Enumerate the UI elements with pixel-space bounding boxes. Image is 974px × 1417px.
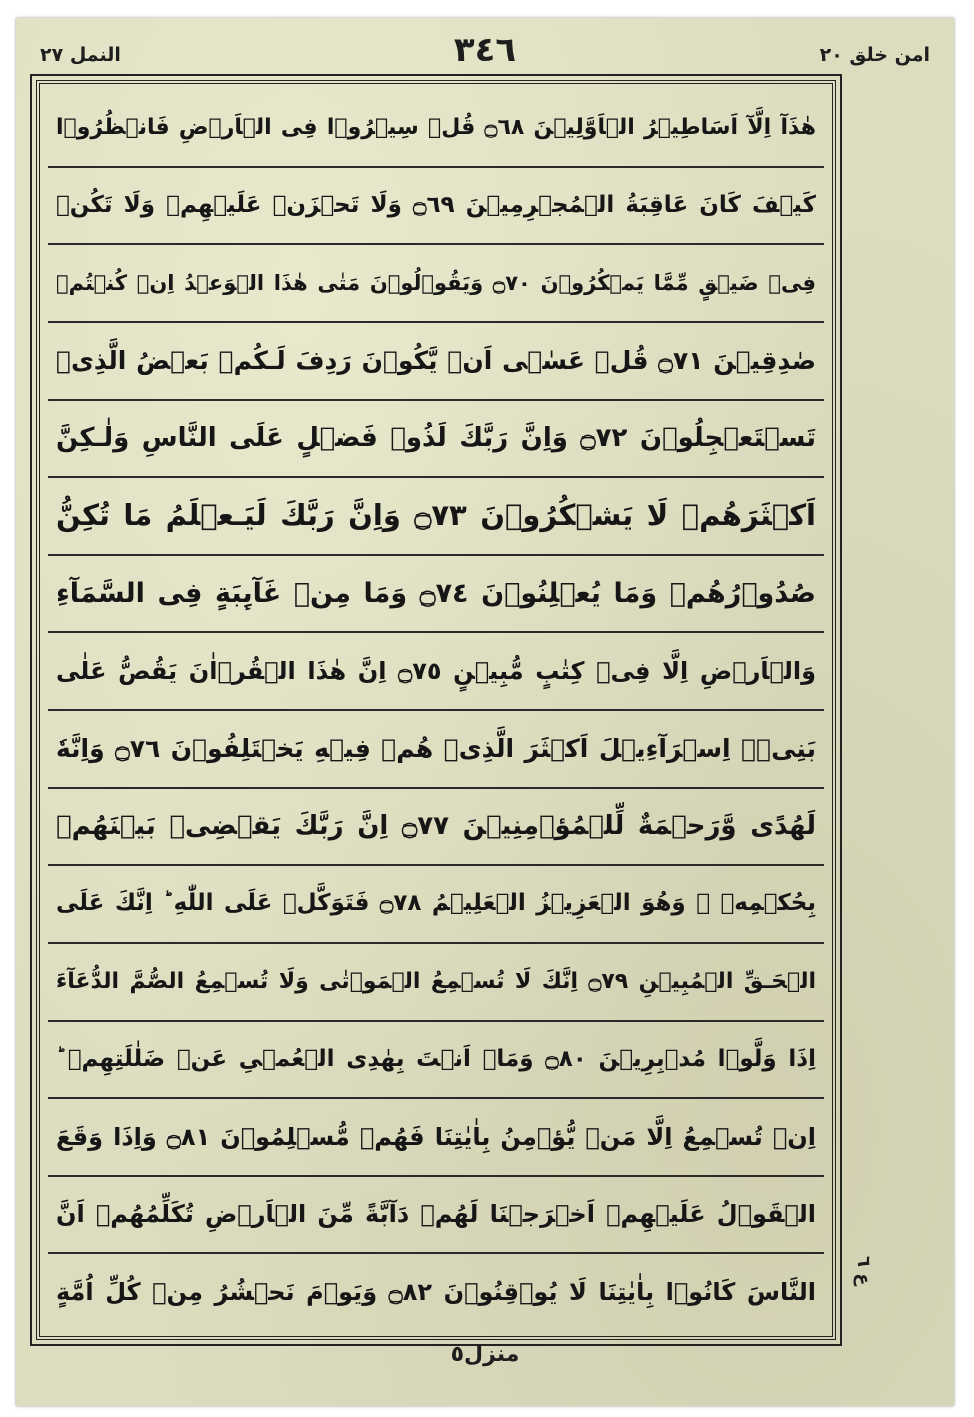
page-number: ٣٤٦	[453, 30, 517, 70]
quran-page	[16, 18, 954, 1406]
verse-text: بِحُكۡمِهٖ‌ ۚ وَهُوَ الۡعَزِيۡزُ الۡعَلِيۡمُ ۝٧٨ فَتَوَكَّلۡ عَلَى اللّٰهِ‌ ؕ اِنَّكَ عَلَى	[56, 890, 817, 917]
verse-text: كَيۡفَ كَانَ عَاقِبَةُ الۡمُجۡرِمِيۡنَ ۝٦٩ وَلَا تَحۡزَنۡ عَلَيۡهِمۡ وَلَا تَكُنۡ	[56, 191, 816, 218]
text-line	[48, 323, 824, 401]
verse-text: تَسۡتَعۡجِلُوۡنَ ۝٧٢ وَاِنَّ رَبَّكَ لَذُوۡ فَضۡلٍ عَلَى النَّاسِ وَلٰـكِنَّ	[56, 423, 816, 454]
text-frame	[36, 80, 836, 1340]
verse-text: هٰذَآ اِلَّآ اَسَاطِيۡرُ الۡاَوَّلِيۡنَ ۝٦٨ قُلۡ سِيۡرُوۡا فِى الۡاَرۡضِ فَانۡظُرُوۡا	[56, 114, 816, 140]
text-line	[48, 711, 824, 789]
verse-text: اِذَا وَلَّوۡا مُدۡبِرِيۡنَ ۝٨٠ وَمَاۤ اَنۡتَ بِهٰدِى الۡعُمۡىِ عَنۡ ضَلٰلَتِهِمۡ‌ ؕ	[56, 1045, 816, 1072]
surah-name: النمل ٢٧	[40, 44, 121, 66]
juz-name: امن خلق ٢٠	[819, 44, 930, 66]
page-header	[40, 26, 930, 76]
verse-text: اَكۡثَرَهُمۡ لَا يَشۡكُرُوۡنَ ۝٧٣ وَاِنَّ رَبَّكَ لَيَـعۡلَمُ مَا تُكِنُّ	[56, 497, 816, 532]
verse-text: الۡقَوۡلُ عَلَيۡهِمۡ اَخۡرَجۡنَا لَهُمۡ دَآبَّةً مِّنَ الۡاَرۡضِ تُكَلِّمُهُمۡ اَنَّ	[56, 1200, 816, 1229]
verse-text: صُدُوۡرُهُمۡ وَمَا يُعۡلِنُوۡنَ ۝٧٤ وَمَا مِنۡ غَآٮِٕبَةٍ فِى السَّمَآءِ	[56, 577, 816, 609]
verse-text: بَنِىۡۤ اِسۡرَآءِيۡلَ اَكۡثَرَ الَّذِىۡ هُمۡ فِيۡهِ يَخۡتَلِفُوۡنَ ۝٧٦ وَاِنَّهٗ	[56, 734, 816, 764]
manzil-footer: منزل٥	[450, 1342, 520, 1367]
text-line	[48, 1099, 824, 1177]
text-line	[48, 866, 824, 944]
verse-text: لَهُدًى وَّرَحۡمَةٌ لِّلۡمُؤۡمِنِيۡنَ ۝٧٧ اِنَّ رَبَّكَ يَقۡضِىۡ بَيۡنَهُمۡ	[56, 811, 817, 842]
ruku-marker: ع ٦	[853, 1256, 874, 1286]
verse-text: وَالۡاَرۡضِ اِلَّا فِىۡ كِتٰبٍ مُّبِيۡنٍ ۝٧٥ اِنَّ هٰذَا الۡقُرۡاٰنَ يَقُصُّ عَلٰى	[56, 656, 816, 685]
text-line	[48, 1177, 824, 1255]
text-line	[48, 944, 824, 1022]
verse-text: صٰدِقِيۡنَ ۝٧١ قُلۡ عَسٰۤى اَنۡ يَّكُوۡنَ رَدِفَ لَـكُمۡ بَعۡضُ الَّذِىۡ	[56, 345, 816, 375]
text-line	[48, 1022, 824, 1100]
text-line	[48, 478, 824, 556]
verse-text: فِىۡ ضَيۡقٍ مِّمَّا يَمۡكُرُوۡنَ ۝٧٠ وَيَقُوۡلُوۡنَ مَتٰى هٰذَا الۡوَعۡدُ اِنۡ كُنۡتُمۡ	[56, 270, 817, 295]
text-line	[48, 789, 824, 867]
text-line	[48, 1254, 824, 1330]
text-line	[48, 90, 824, 168]
verse-text: الۡحَـقِّ الۡمُبِيۡنِ ۝٧٩ اِنَّكَ لَا تُسۡمِعُ الۡمَوۡتٰى وَلَا تُسۡمِعُ الصُّمَّ الدُّعَآءَ	[56, 968, 817, 994]
text-line	[48, 401, 824, 479]
verse-text: النَّاسَ كَانُوۡا بِاٰيٰتِنَا لَا يُوۡقِنُوۡنَ ۝٨٢ وَيَوۡمَ نَحۡشُرُ مِنۡ كُلِّ اُمَّةٍ	[56, 1277, 817, 1306]
text-line	[48, 168, 824, 246]
text-line	[48, 556, 824, 634]
text-lines	[48, 90, 824, 1330]
text-line	[48, 245, 824, 323]
text-line	[48, 633, 824, 711]
verse-text: اِنۡ تُسۡمِعُ اِلَّا مَنۡ يُّؤۡمِنُ بِاٰيٰتِنَا فَهُمۡ مُّسۡلِمُوۡنَ ۝٨١ وَاِذَا وَقَعَ	[56, 1122, 816, 1151]
